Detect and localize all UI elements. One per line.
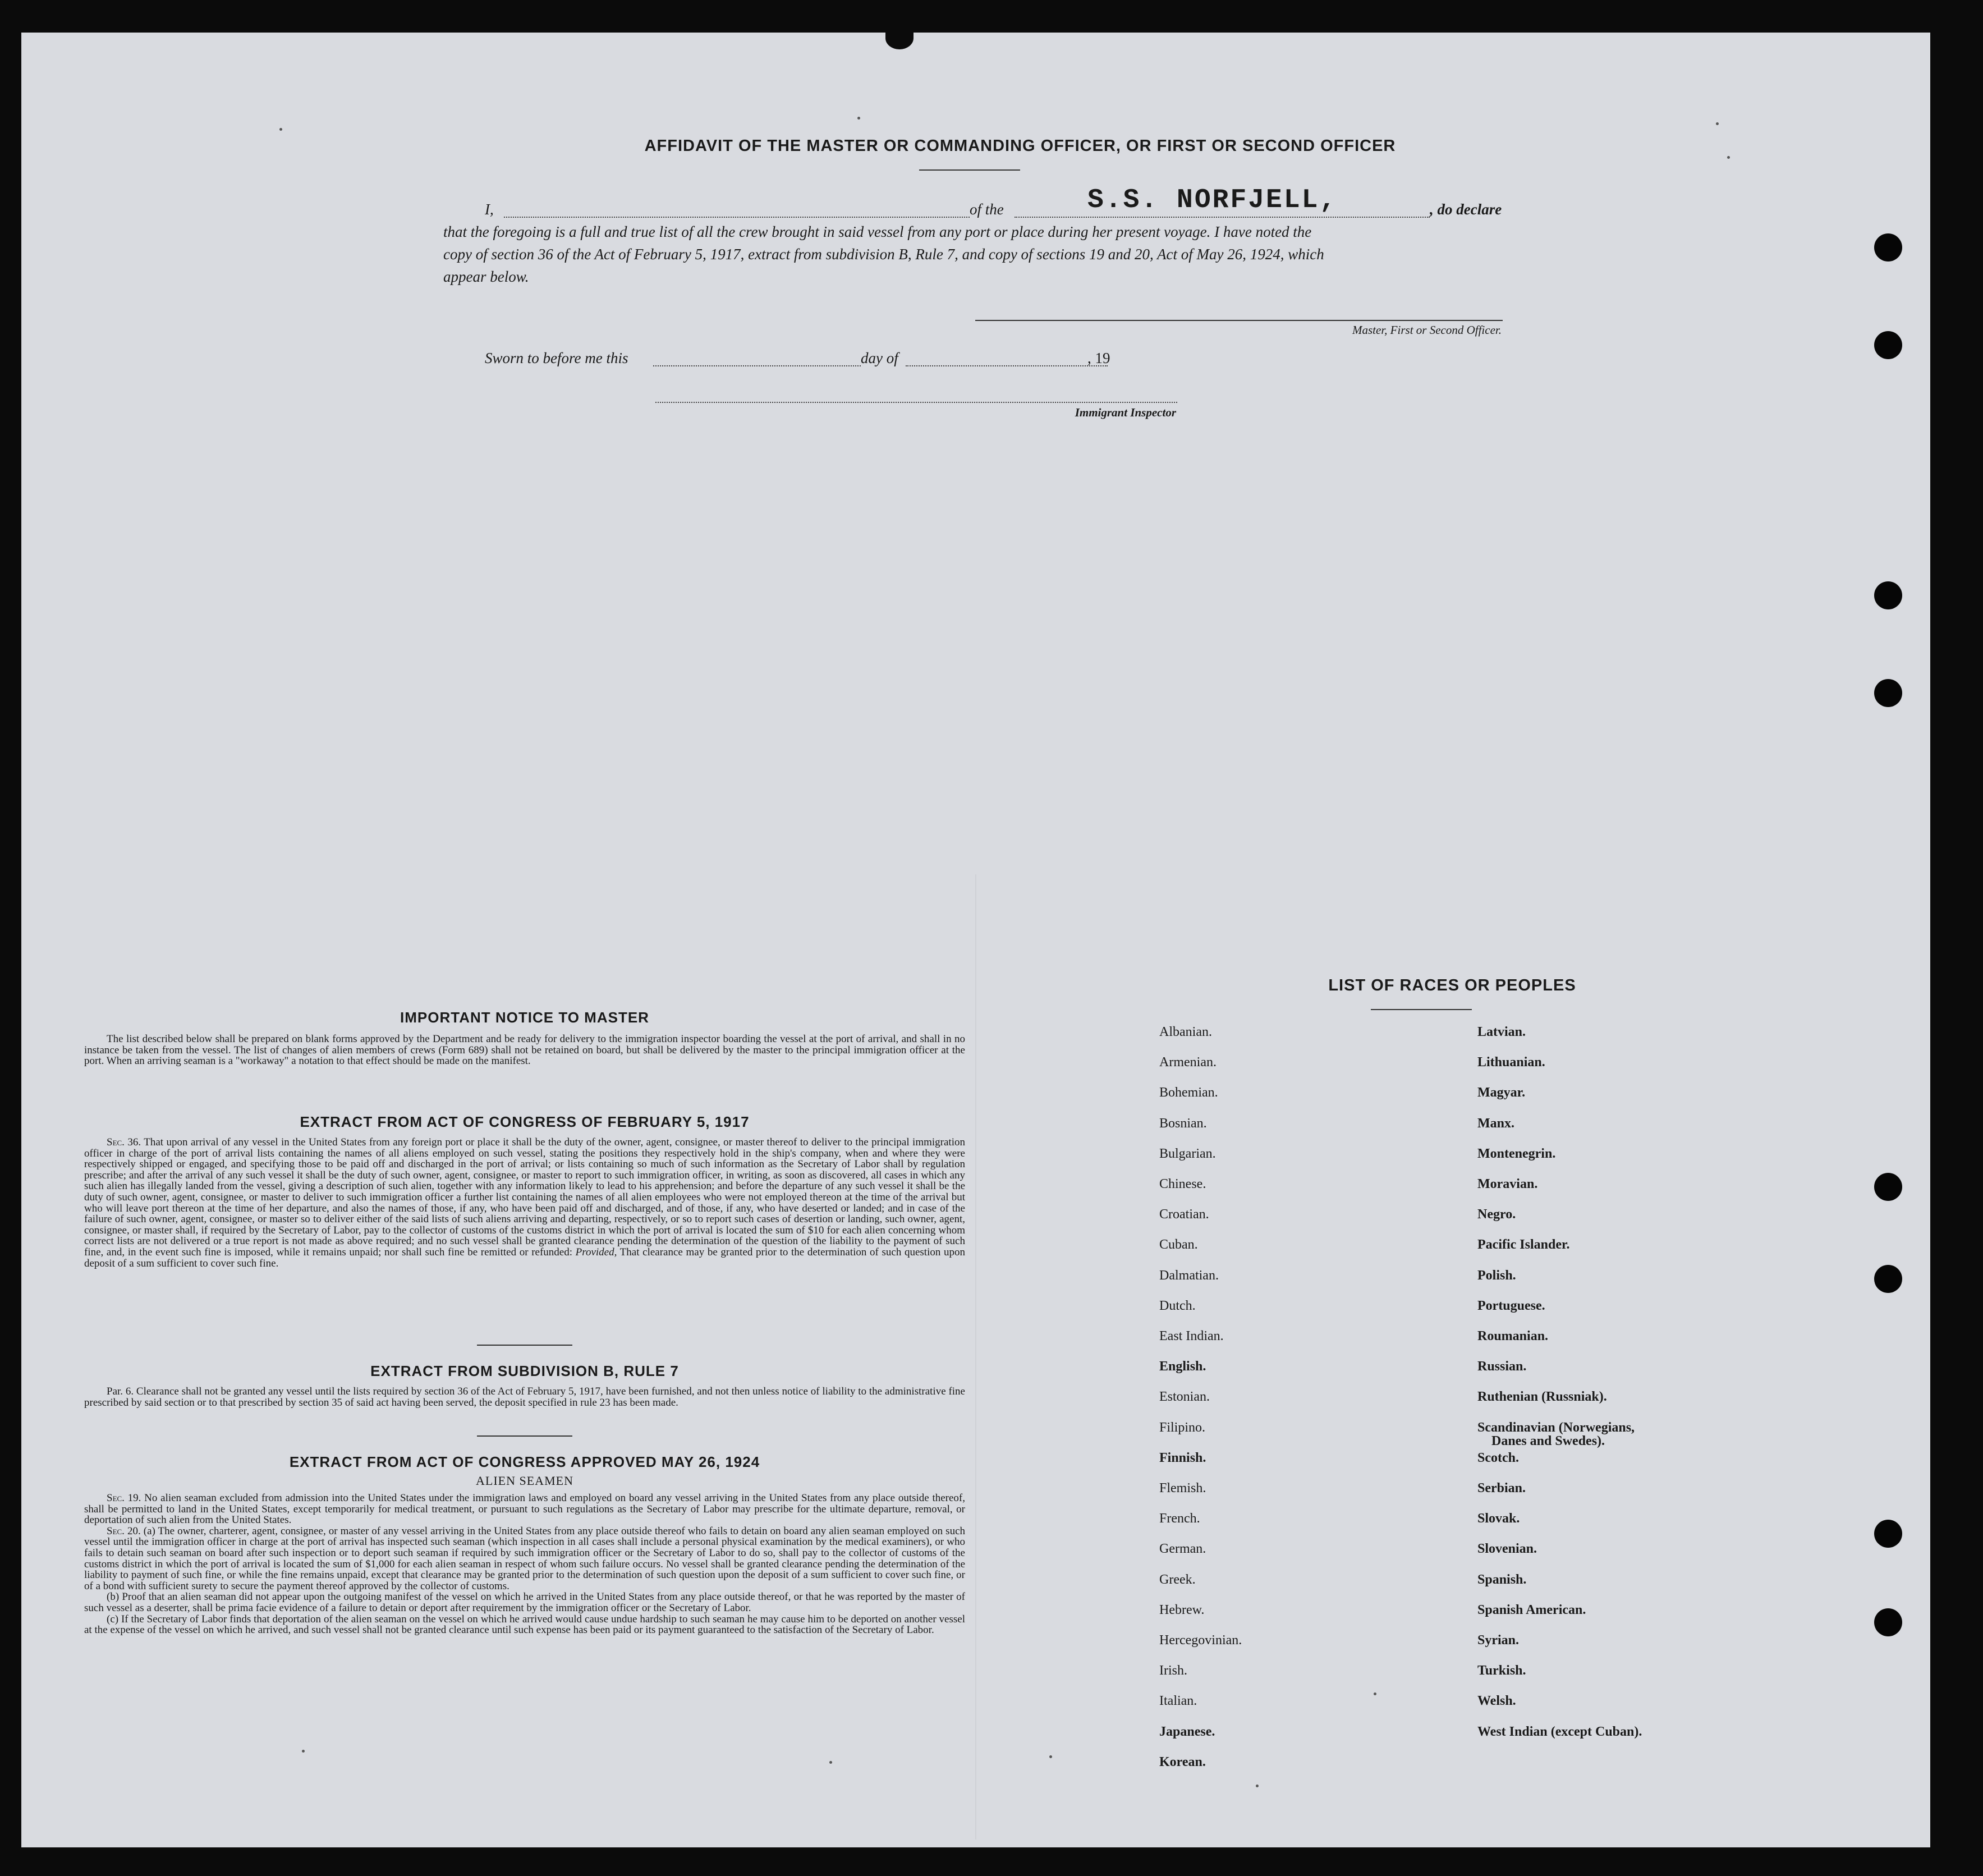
race-item: Roumanian. (1477, 1329, 1549, 1343)
vessel-blank (1015, 217, 1430, 218)
speck (302, 1750, 305, 1753)
race-item: Russian. (1477, 1359, 1527, 1374)
name-blank (504, 217, 970, 218)
sec-20-label: Sec. 20. (107, 1525, 141, 1537)
punch-hole (1874, 1173, 1902, 1201)
punch-hole (1874, 1608, 1902, 1636)
race-item: Finnish. (1159, 1450, 1206, 1465)
of-the-label: of the (970, 201, 1004, 218)
sec-19-body: No alien seaman excluded from admission into the United States under the immigration laws and employed on board any vessel arriving in the United States from any place outside thereof, shall be permitted to land in the United States, except temporarily for medical treatment, or pursuant to such regulations as the Secretary of Labor may prescribe for the ultimate departure, removal, or deportation of such alien from the United States. (84, 1492, 965, 1526)
speck (279, 128, 282, 131)
race-item: Moravian. (1477, 1177, 1538, 1191)
race-item: French. (1159, 1511, 1200, 1526)
punch-hole (1874, 1265, 1902, 1293)
speck (857, 117, 860, 120)
race-item: Welsh. (1477, 1694, 1516, 1709)
race-item: Spanish. (1477, 1572, 1527, 1587)
master-signature-caption: Master, First or Second Officer. (1352, 323, 1502, 337)
provided-label: Provided, (575, 1246, 617, 1258)
sec-20a-body: (a) The owner, charterer, agent, consignee, or master of any vessel arriving in the United States from any place outside thereof who fails to detain on board any alien seaman employed on such vessel until the immigration officer in charge at the port of arrival has inspected such seaman (which inspection in all cases shall include a personal physical examination by the medical examiners), or who fails to detain such seaman on board after such inspection or to deport such seaman if required by such immigration officer or the Secretary of Labor to do so, shall pay to the collector of customs of the customs district in which the port of arrival is located the sum of $1,000 for each alien seaman in respect of whom such failure occurs. No vessel shall be granted clearance pending the determination of the liability to payment of such fine, or while the fine remains unpaid, except that clearance may be granted prior to the determination of such question upon the deposit of a sum sufficient to cover such fine, or of a bond with sufficient surety to secure the payment thereof approved by the collector of customs. (84, 1525, 966, 1592)
race-item: English. (1159, 1359, 1206, 1374)
race-item: Bulgarian. (1159, 1146, 1216, 1161)
divider-1 (477, 1345, 572, 1346)
affidavit-body-line-3: appear below. (443, 268, 529, 285)
extract-1924-text (84, 1493, 965, 1636)
sec-36-end: That clearance may be granted prior to the determination of such question upon deposit of a sum sufficient to cover such fine. (84, 1246, 966, 1269)
race-item: Irish. (1159, 1663, 1187, 1678)
race-item: Pacific Islander. (1477, 1237, 1570, 1253)
sec-36-label: Sec. 36. (107, 1136, 141, 1148)
race-item: Dalmatian. (1159, 1268, 1219, 1283)
race-item: Cuban. (1159, 1237, 1198, 1253)
race-item: Flemish. (1159, 1481, 1206, 1496)
title-underline (919, 169, 1020, 171)
sec-36-body: That upon arrival of any vessel in the United States from any foreign port or place it shall be the duty of the owner, agent, consignee, or master thereof to deliver to the principal immigration officer in charge of the port of arrival lists containing the names of all aliens employed on such vessel, stating the positions they respectively hold in the ship's company, when and where they were respectively shipped or engaged, and specifying those to be paid off and discharged in the port of arrival; or lists containing so much of such information as the Secretary of Labor shall by regulation prescribe; and after the arrival of any such vessel it shall be the duty of such owner, agent, consignee, or master to report to such immigration officer, in writing, as soon as discovered, all cases in which any such alien has illegally landed from the vessel, giving a description of such alien, together with any information likely to lead to his apprehension; and before the departure of any such vessel it shall be the duty of such owner, agent, consignee, or master to deliver to such immigration officer a further list containing the names of all alien employees who were not employed thereon at the time of the arrival but who will leave port thereon at the time of her departure, and also the names of those, if any, who have been paid off and discharged, and of those, if any, who have deserted or landed; and in case of the failure of such owner, agent, consignee, or master so to deliver either of the said lists of such aliens arriving and departing, respectively, or so to report such cases of desertion or landing, such owner, agent, consignee, or master shall, if required by the Secretary of Labor, pay to the collector of customs of the customs district in which the port of arrival is located the sum of $10 for each alien concerning whom correct lists are not delivered or a true report is not made as above required; and no such vessel shall be granted clearance pending the determination of the question of the liability to the payment of such fine, and, in the event such fine is imposed, while it remains unpaid; nor shall such fine be remitted or refunded: (84, 1136, 965, 1258)
race-item: Serbian. (1477, 1481, 1526, 1496)
do-declare-label: , do declare (1430, 201, 1502, 218)
race-item: Spanish American. (1477, 1602, 1586, 1617)
speck (1256, 1785, 1259, 1787)
race-item: Scotch. (1477, 1450, 1519, 1465)
race-item: Greek. (1159, 1572, 1196, 1587)
sec-19-label: Sec. 19. (107, 1492, 141, 1504)
race-item: Japanese. (1159, 1724, 1215, 1739)
race-item: East Indian. (1159, 1329, 1224, 1343)
vessel-name: S.S. NORFJELL, (1087, 185, 1338, 215)
punch-hole (1874, 331, 1902, 359)
sworn-month-blank (906, 365, 1108, 366)
speck (1049, 1755, 1052, 1758)
master-signature-line[interactable] (975, 320, 1503, 321)
sec-20b-paragraph: (b) Proof that an alien seaman did not appear upon the outgoing manifest of the vessel on which he arrived in the United States from any place outside thereof, or that he was reported by the master of such vessel as a deserter, shall be prima facie evidence of a failure to detain or deport after requirement by the immigration officer or the Secretary of Labor. (84, 1591, 965, 1614)
punch-hole (1874, 679, 1902, 707)
race-item: Negro. (1477, 1207, 1516, 1222)
extract-1924-title: EXTRACT FROM ACT OF CONGRESS APPROVED MAY 26, 1924 (289, 1453, 760, 1470)
affidavit-body-line-2: copy of section 36 of the Act of February 5, 1917, extract from subdivision B, Rule 7, and copy of sections 19 and 20, Act of May 26, 1924, which (443, 246, 1324, 263)
race-item: Hebrew. (1159, 1602, 1205, 1617)
race-item: Danes and Swedes). (1491, 1433, 1605, 1448)
race-item: Bosnian. (1159, 1116, 1207, 1131)
speck (1727, 156, 1730, 159)
race-item: Filipino. (1159, 1420, 1206, 1435)
race-item: Manx. (1477, 1116, 1514, 1131)
sec-20c-paragraph: (c) If the Secretary of Labor finds that deportation of the alien seaman on the vessel on which he arrived would cause undue hardship to such seaman he may cause him to be deported on another vessel at the expense of the vessel on which he arrived, and such vessel shall not be granted clearance until such expense has been paid or its payment guaranteed to the satisfaction of the Secretary of Labor. (84, 1613, 965, 1636)
rule7-title: EXTRACT FROM SUBDIVISION B, RULE 7 (370, 1363, 679, 1379)
race-item: Scandinavian (Norwegians, (1477, 1420, 1635, 1435)
punch-hole (1874, 581, 1902, 609)
rule7-text: Par. 6. Clearance shall not be granted any vessel until the lists required by section 36 of the Act of February 5, 1917, have been furnished, and not then unless notice of liability to the administrative fine prescribed by said section or to that prescribed by section 35 of said act having been served, the deposit specified in rule 23 has been made. (84, 1386, 965, 1409)
race-item: Italian. (1159, 1694, 1197, 1709)
race-item: Croatian. (1159, 1207, 1209, 1222)
race-item: Lithuanian. (1477, 1055, 1545, 1070)
race-item: Dutch. (1159, 1298, 1196, 1313)
speck (1374, 1692, 1376, 1695)
race-item: Ruthenian (Russniak). (1477, 1389, 1607, 1405)
speck (1716, 122, 1719, 125)
race-item: Polish. (1477, 1268, 1516, 1283)
race-item: Slovenian. (1477, 1542, 1537, 1557)
extract-1917-title: EXTRACT FROM ACT OF CONGRESS OF FEBRUARY 5, 1917 (300, 1113, 750, 1130)
race-item: Chinese. (1159, 1177, 1206, 1191)
race-item: Portuguese. (1477, 1298, 1545, 1313)
race-item: Slovak. (1477, 1511, 1520, 1526)
race-item: Hercegovinian. (1159, 1633, 1242, 1648)
sworn-day-blank (653, 365, 861, 366)
alien-seamen-subtitle: ALIEN SEAMEN (476, 1474, 573, 1488)
inspector-caption: Immigrant Inspector (1075, 406, 1176, 419)
race-item: Bohemian. (1159, 1085, 1218, 1100)
race-item: Magyar. (1477, 1085, 1526, 1100)
extract-1917-text (84, 1137, 965, 1269)
race-item: Latvian. (1477, 1025, 1526, 1039)
race-item: Estonian. (1159, 1389, 1210, 1405)
affidavit-i-label: I, (485, 201, 494, 218)
sec-20a-paragraph (84, 1526, 965, 1592)
sec-19-paragraph (84, 1493, 965, 1526)
race-item: West Indian (except Cuban). (1477, 1724, 1642, 1739)
punch-hole (1874, 233, 1902, 262)
document-sheet (21, 33, 1930, 1847)
day-of-label: day of (861, 350, 898, 366)
notice-title: IMPORTANT NOTICE TO MASTER (400, 1009, 649, 1026)
speck (829, 1761, 832, 1764)
sworn-label: Sworn to before me this (485, 350, 628, 366)
races-title-underline (1371, 1009, 1472, 1010)
race-item: Albanian. (1159, 1025, 1212, 1039)
fold-line (975, 874, 976, 1840)
affidavit-body-line-1: that the foregoing is a full and true list of all the crew brought in said vessel from any port or place during her present voyage. I have noted the (443, 223, 1312, 240)
punch-hole (1874, 1520, 1902, 1548)
race-item: German. (1159, 1542, 1206, 1557)
race-item: Montenegrin. (1477, 1146, 1556, 1161)
race-item: Korean. (1159, 1754, 1206, 1769)
year-prefix: , 19 (1087, 350, 1110, 366)
torn-notch (885, 27, 914, 49)
race-item: Syrian. (1477, 1633, 1520, 1648)
race-item: Armenian. (1159, 1055, 1217, 1070)
race-item: Turkish. (1477, 1663, 1526, 1678)
races-title: LIST OF RACES OR PEOPLES (1328, 976, 1576, 994)
notice-text: The list described below shall be prepared on blank forms approved by the Department and be ready for delivery to the immigration inspector boarding the vessel at the port of arrival, and shall in no instance be taken from the vessel. The list of changes of alien members of crews (Form 689) shall not be retained on board, but shall be delivered by the master to the principal immigration officer at the port. When an arriving seaman is a "workaway" a notation to that effect should be made on the manifest. (84, 1033, 965, 1067)
inspector-signature-line[interactable] (655, 402, 1177, 403)
divider-2 (477, 1435, 572, 1437)
affidavit-title: AFFIDAVIT OF THE MASTER OR COMMANDING OFFICER, OR FIRST OR SECOND OFFICER (644, 137, 1396, 155)
